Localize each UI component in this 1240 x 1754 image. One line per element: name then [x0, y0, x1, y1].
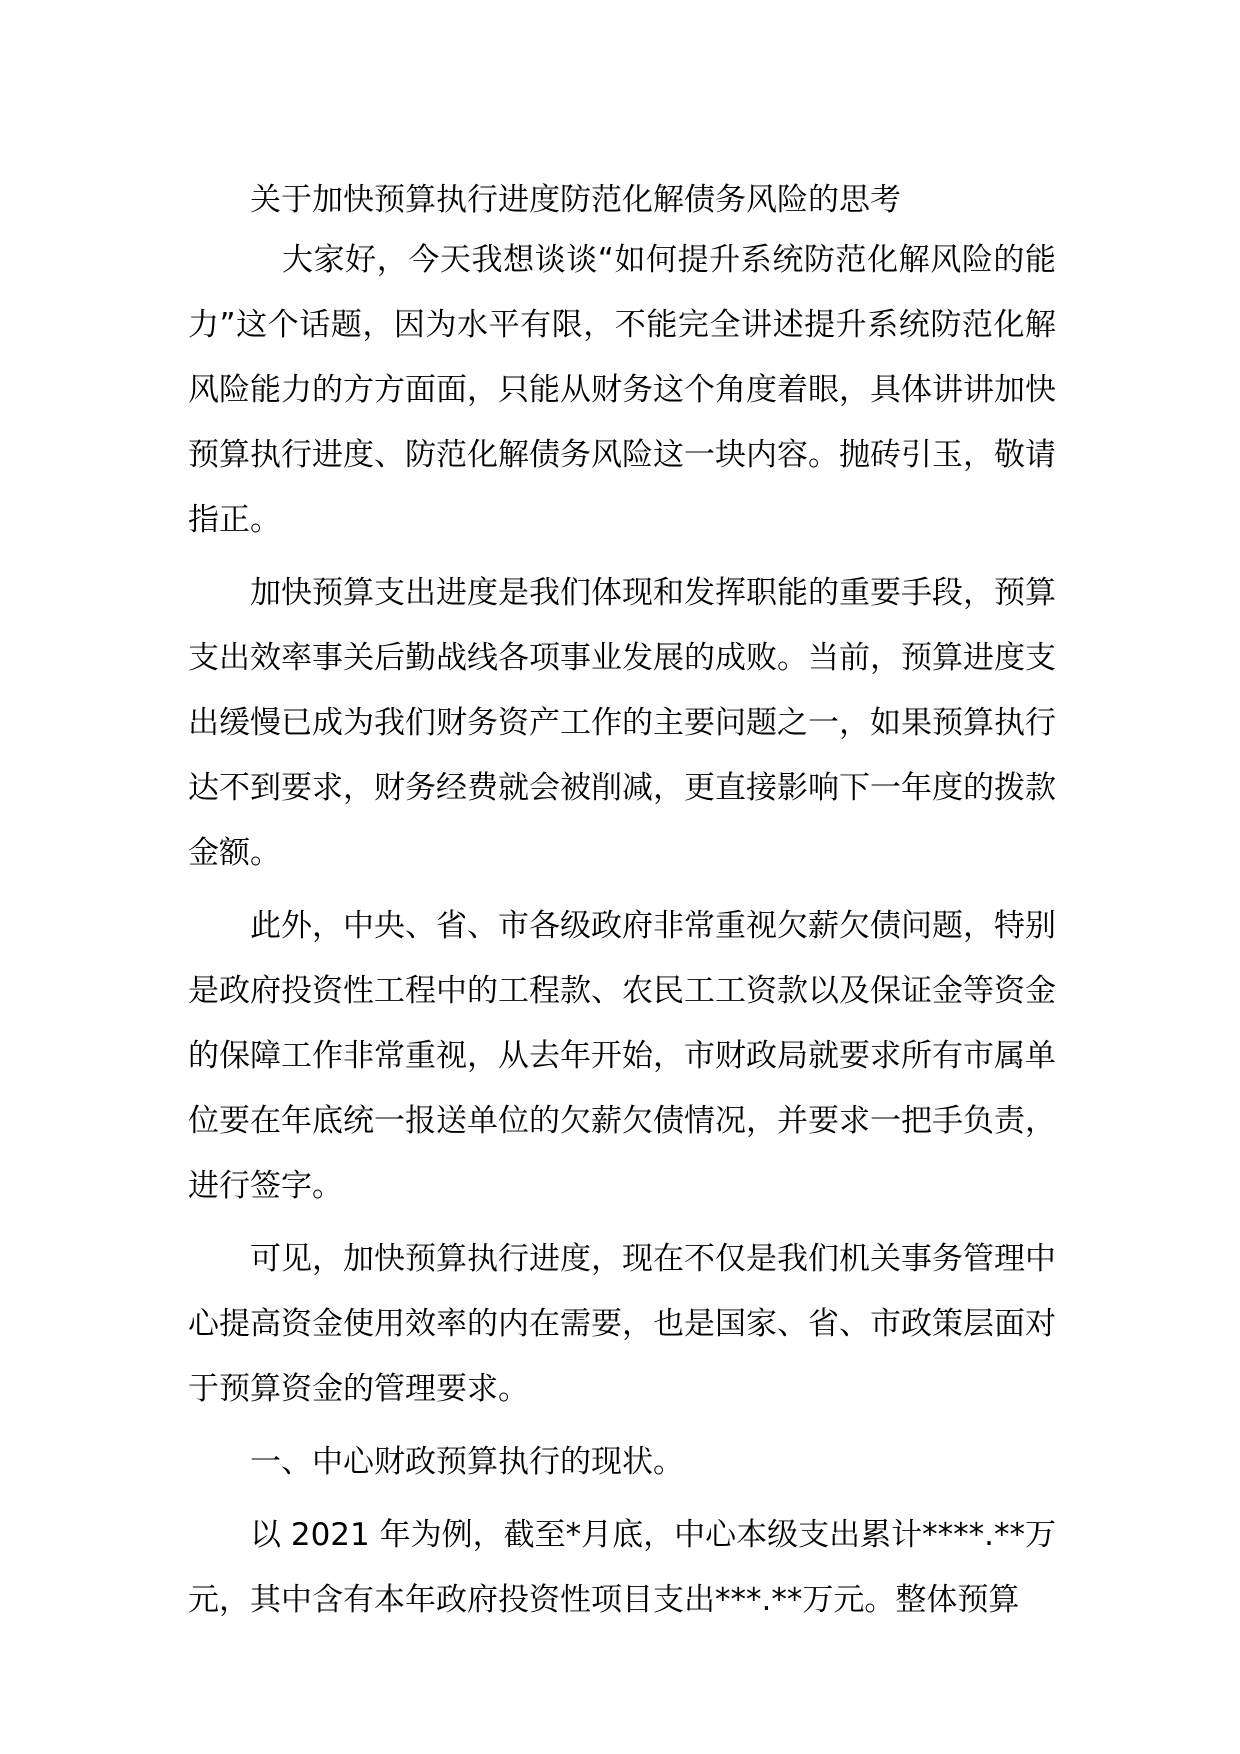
paragraph-wage-debt: 此外，中央、省、市各级政府非常重视欠薪欠债问题，特别是政府投资性工程中的工程款、农民工工资款以及保证金等资金的保障工作非常重视，从去年开始，市财政局就要求所有市属单位要在年底统一报送单位的欠薪欠债情况，并要求一把手负责，进行签字。: [188, 908, 1056, 1204]
paragraph-conclusion: 可见，加快预算执行进度，现在不仅是我们机关事务管理中心提高资金使用效率的内在需要，也是国家、省、市政策层面对于预算资金的管理要求。: [188, 1241, 1056, 1407]
paragraph-2021-example: 以 2021 年为例，截至*月底，中心本级支出累计****.**万元，其中含有本年政府投资性项目支出***.**万元。整体预算: [188, 1517, 1056, 1618]
paragraph-budget-progress: 加快预算支出进度是我们体现和发挥职能的重要手段，预算支出效率事关后勤战线各项事业发展的成败。当前，预算进度支出缓慢已成为我们财务资产工作的主要问题之一，如果预算执行达不到要求，财务经费就会被削减，更直接影响下一年度的拨款金额。: [188, 575, 1056, 871]
paragraph-intro: 大家好，今天我想谈谈“如何提升系统防范化解风险的能力”这个话题，因为水平有限，不能完全讲述提升系统防范化解风险能力的方方面面，只能从财务这个角度着眼，具体讲讲加快预算执行进度、防范化解债务风险这一块内容。抛砖引玉，敬请指正。: [188, 242, 1056, 538]
document-body: [188, 172, 1056, 1633]
document-title: 关于加快预算执行进度防范化解债务风险的思考: [250, 182, 901, 218]
section-heading-current-status: 一、中心财政预算执行的现状。: [250, 1444, 684, 1480]
